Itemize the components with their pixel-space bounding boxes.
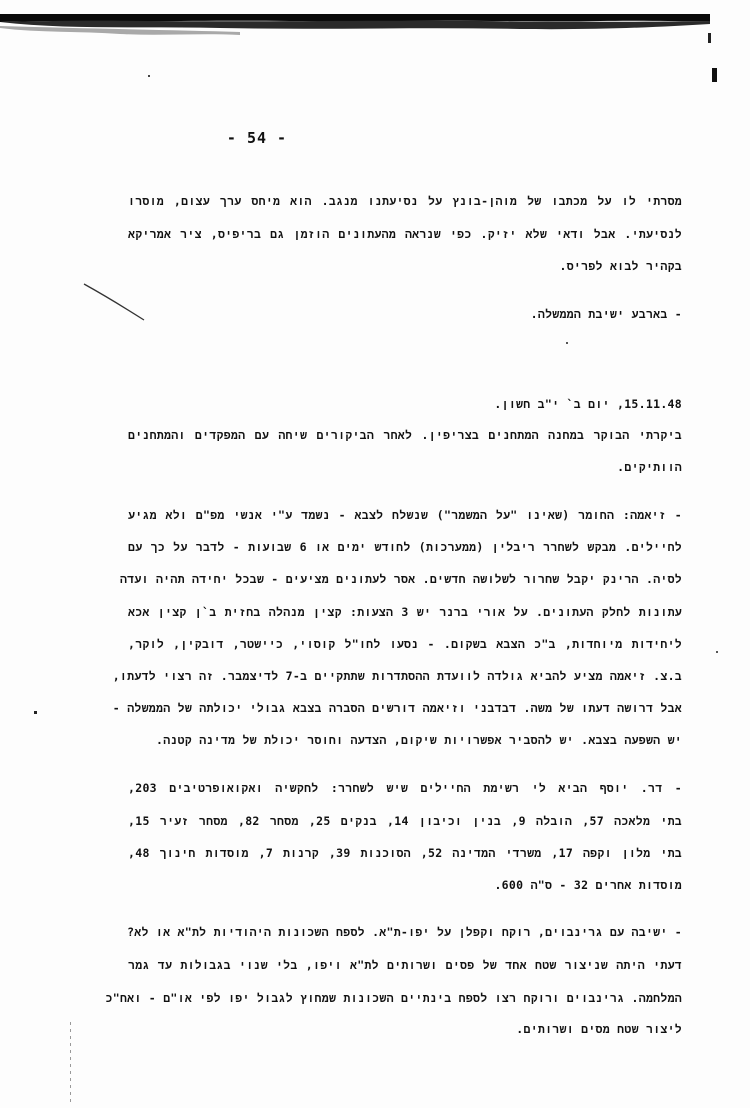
scan-line-left-margin	[70, 1022, 71, 1102]
scan-dot-right	[716, 651, 718, 653]
text-line: יש השפעה בצבא. יש להסביר אפשרויות שיקום, הצדעה וחוסר יכולת של מדינה קטנה.	[155, 733, 682, 747]
text-line: המלחמה. גרינבוים ורוקח רצו לספח בינתיים השכונות שמחוץ לגבול יפו לפי או"ם - ואח"כ	[105, 991, 682, 1005]
text-line: מוסדות אחרים 32 - ס"ה 600.	[494, 878, 682, 892]
text-line: ב.צ. זיאמה מציע להביא גולדה לוועדת ההסתדרות שתתקיים ב-7 לדיצמבר. זה רצוי לדעתו,	[112, 669, 682, 683]
text-line: לסיה. הרינק יקבל שחרור לשלושה חדשים. אסר לעתונים מציעים - שבכל יחידה תהיה ועדה	[119, 572, 682, 586]
diary-date: 15.11.48, יום ב` י"ב חשון.	[494, 397, 682, 411]
text-line: עתונות לחלק העתונים. על אורי ברנר יש 3 הצעות: קצין מנהלה בחזית ב`ן קצין אכא	[128, 605, 682, 619]
text-line: בקהיר לבוא לפריס.	[559, 259, 682, 273]
scan-dot-left	[34, 711, 37, 714]
scan-dot-upper	[148, 75, 150, 77]
text-line: - זיאמה: החומר (שאינו "על המשמר") שנשלח לצבא - נשמד ע"י אנשי מפ"ם ולא מגיע	[128, 508, 682, 522]
text-line: לחיילים. מבקש לשחרר ריבלין (ממערכות) לחודש ימים או 6 שבועות - לדבר על כך עם	[128, 540, 682, 554]
page-number: - 54 -	[226, 129, 288, 147]
text-line: אבל דרושה דעתו של משה. דבדבני וזיאמה דורשים הסברה בצבא גבולי יכולתה של הממשלה -	[112, 701, 682, 715]
text-line: - דר. יוסף הביא לי רשימת החיילים שיש לשחרר: לחקשיה ואקואופרטיבים 203,	[128, 781, 682, 795]
scan-mark-right-edge	[712, 68, 717, 82]
text-line: בתי מלון וקפה 17, משרדי המדינה 52, הסוכנות 39, קרנות 7, מוסדות חינוך 48,	[128, 846, 682, 860]
text-line: ביקרתי הבוקר במחנה המתחנים בצריפין. לאחר הביקורים שיחה עם המפקדים והמתחנים	[128, 428, 682, 442]
text-line: בתי מלאכה 57, הובלה 9, בנין וכיבון 14, בנקים 25, מסחר 82, מסחר זעיר 15,	[128, 814, 682, 828]
text-line: - ישיבה עם גרינבוים, רוקח וקפלן על יפו-ת"א. לספח השכונות היהודיות לת"א או לא?	[127, 925, 682, 939]
text-line: לנסיעתי. אבל ודאי שלא יזיק. כפי שנראה מהעתונים הוזמן גם בריפיס, ציר אמריקא	[128, 227, 682, 241]
scan-mark-right-top	[708, 33, 711, 43]
text-line: מסרתי לו על מכתבו של מוהן-בונץ על נסיעתנו מנגב. הוא מיחס ערך עצום, מוסרו	[128, 194, 682, 208]
text-line: דעתי היתה שניצור שטח אחד של פסים ושרותים לת"א ויפו, בלי שנוי בגבולות עד גמר	[128, 958, 682, 972]
text-line: ליצור שטח מסים ושרותים.	[516, 1022, 682, 1036]
scan-top-edge	[0, 0, 750, 40]
scan-stroke-left	[82, 280, 146, 322]
scan-dot-middle	[566, 342, 568, 344]
text-line: הוותיקים.	[617, 460, 682, 474]
text-line: ליחידות מיוחדות, ב"כ הצבא בשקום. - נסעו לחו"ל קוסוי, כיישטר, דובקין, לוקר,	[128, 637, 682, 651]
text-line: - בארבע ישיבת הממשלה.	[530, 307, 682, 321]
